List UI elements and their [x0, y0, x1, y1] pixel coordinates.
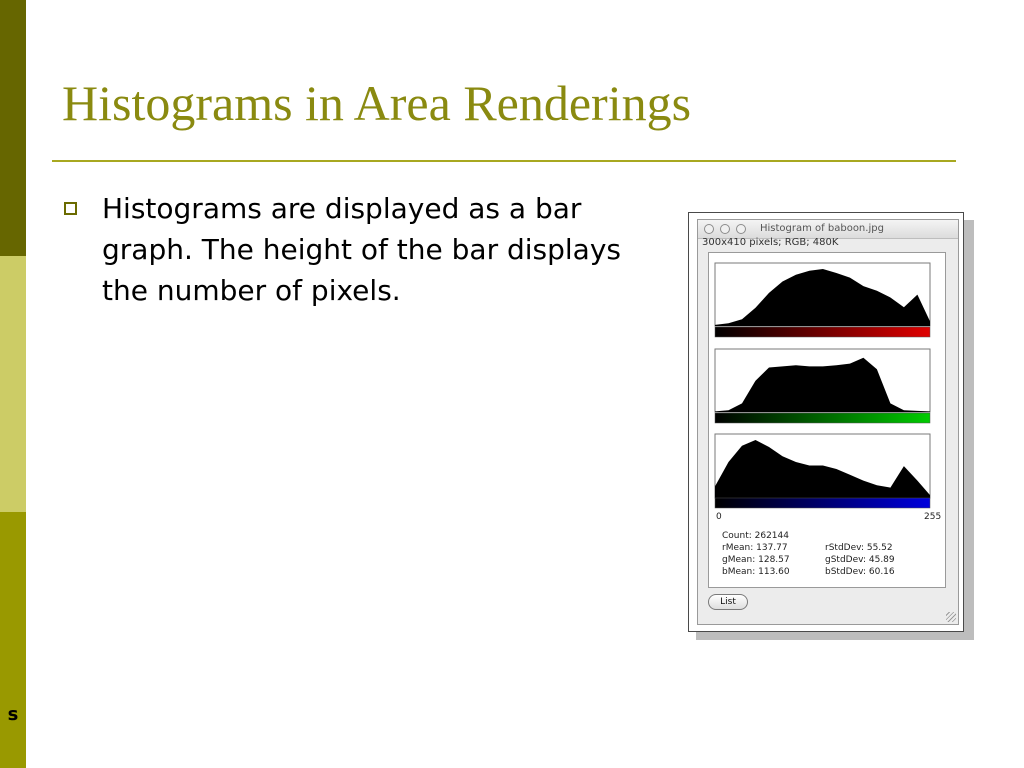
- stat-bmean: bMean: 113.60: [722, 567, 790, 577]
- window-title: Histogram of baboon.jpg: [760, 223, 884, 234]
- stat-rstddev: rStdDev: 55.52: [825, 543, 893, 553]
- list-button[interactable]: List: [708, 594, 748, 610]
- bullet-square-icon: [64, 202, 77, 215]
- stat-gmean: gMean: 128.57: [722, 555, 790, 565]
- side-strip-top: [0, 0, 26, 256]
- color-ramp-green: [715, 413, 930, 423]
- color-ramp-blue: [715, 498, 930, 508]
- resize-grip-icon[interactable]: [946, 612, 956, 622]
- image-info: 300x410 pixels; RGB; 480K: [702, 237, 839, 248]
- slide-title: Histograms in Area Renderings: [62, 75, 692, 131]
- side-strip-letter: s: [7, 704, 19, 725]
- side-strip-middle: [0, 256, 26, 512]
- stat-rmean: rMean: 137.77: [722, 543, 788, 553]
- histogram-panel: [708, 252, 946, 588]
- stat-bstddev: bStdDev: 60.16: [825, 567, 895, 577]
- stat-gstddev: gStdDev: 45.89: [825, 555, 895, 565]
- title-divider: [52, 160, 956, 162]
- minimize-icon[interactable]: [720, 224, 730, 234]
- side-strip-bottom: [0, 512, 26, 768]
- histogram-window: [697, 219, 959, 625]
- axis-min-label: 0: [716, 512, 722, 522]
- axis-max-label: 255: [924, 512, 942, 522]
- stat-count: Count: 262144: [722, 531, 789, 541]
- color-ramp-red: [715, 327, 930, 337]
- bullet-text: Histograms are displayed as a bar graph. The height of the bar displays the number of pixels.: [102, 192, 621, 307]
- close-icon[interactable]: [704, 224, 714, 234]
- zoom-icon[interactable]: [736, 224, 746, 234]
